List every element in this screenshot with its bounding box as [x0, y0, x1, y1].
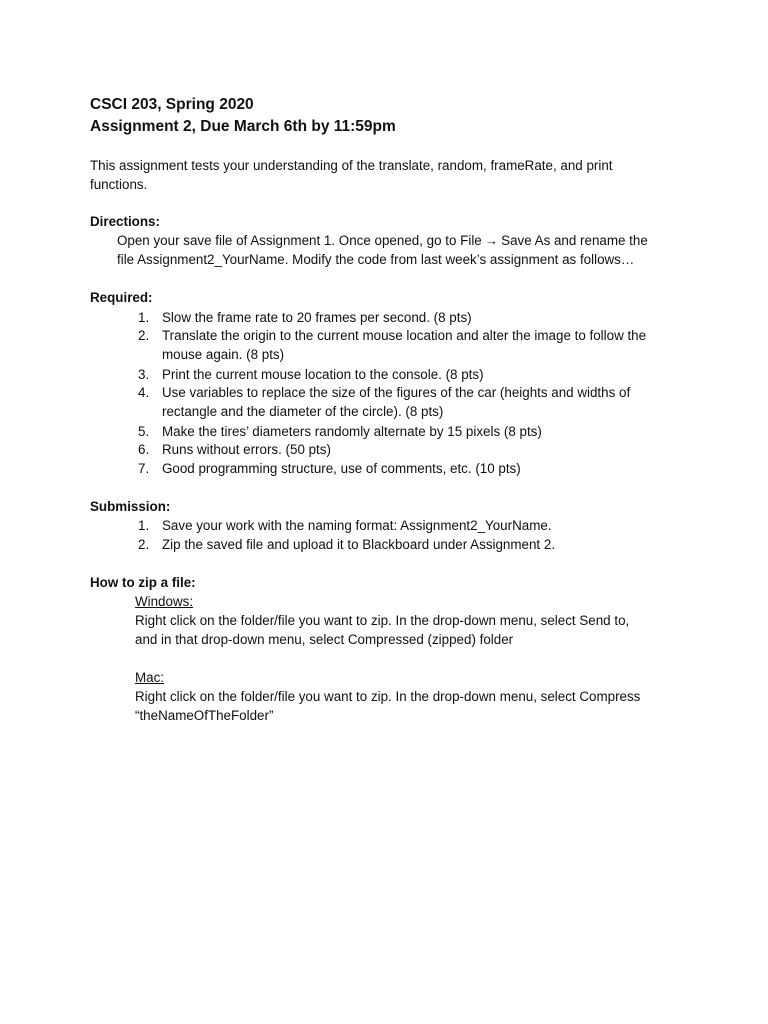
windows-line-1: Right click on the folder/file you want to zip. In the drop-down menu, select Send to, — [135, 613, 630, 628]
zip-heading: How to zip a file: — [90, 575, 196, 590]
directions-text-a: Open your save file of Assignment 1. Once opened, go to File — [117, 233, 482, 248]
directions-line-2: file Assignment2_YourName. Modify the code from last week’s assignment as follows… — [117, 252, 635, 267]
required-item-3-number: 3. — [138, 367, 150, 382]
required-item-6-number: 6. — [138, 442, 150, 457]
required-item-1-text: Slow the frame rate to 20 frames per second. (8 pts) — [162, 310, 472, 325]
mac-line-1: Right click on the folder/file you want to zip. In the drop-down menu, select Compress — [135, 689, 641, 704]
assignment-title: Assignment 2, Due March 6th by 11:59pm — [90, 118, 396, 135]
required-item-4-number: 4. — [138, 385, 150, 400]
submission-heading: Submission: — [90, 499, 171, 514]
required-heading: Required: — [90, 290, 153, 305]
required-item-3-text: Print the current mouse location to the console. (8 pts) — [162, 367, 484, 382]
intro-line-2: functions. — [90, 177, 148, 192]
submission-item-2-text: Zip the saved file and upload it to Blackboard under Assignment 2. — [162, 537, 556, 552]
required-item-7-number: 7. — [138, 461, 150, 476]
windows-line-2: and in that drop-down menu, select Compressed (zipped) folder — [135, 632, 514, 647]
required-item-4-text-cont: rectangle and the diameter of the circle). (8 pts) — [162, 404, 444, 419]
required-item-2-text: Translate the origin to the current mouse location and alter the image to follow the — [162, 328, 647, 343]
submission-item-2-number: 2. — [138, 537, 150, 552]
windows-label: Windows: — [135, 594, 194, 609]
required-item-7-text: Good programming structure, use of comments, etc. (10 pts) — [162, 461, 521, 476]
mac-label: Mac: — [135, 670, 165, 685]
intro-line-1: This assignment tests your understanding of the translate, random, frameRate, and print — [90, 158, 613, 173]
directions-line-1 — [117, 233, 648, 248]
right-arrow-icon: → — [484, 233, 499, 248]
course-title: CSCI 203, Spring 2020 — [90, 96, 254, 113]
required-item-2-text-cont: mouse again. (8 pts) — [162, 347, 285, 362]
required-item-6-text: Runs without errors. (50 pts) — [162, 442, 331, 457]
required-item-2-number: 2. — [138, 328, 150, 343]
mac-line-2: “theNameOfTheFolder” — [135, 708, 274, 723]
required-item-5-text: Make the tires’ diameters randomly alternate by 15 pixels (8 pts) — [162, 424, 542, 439]
directions-heading: Directions: — [90, 214, 160, 229]
directions-text-b: Save As and rename the — [501, 233, 648, 248]
required-item-4-text: Use variables to replace the size of the figures of the car (heights and widths of — [162, 385, 631, 400]
required-item-1-number: 1. — [138, 310, 150, 325]
required-item-5-number: 5. — [138, 424, 150, 439]
submission-item-1-text: Save your work with the naming format: Assignment2_YourName. — [162, 518, 552, 533]
submission-item-1-number: 1. — [138, 518, 150, 533]
